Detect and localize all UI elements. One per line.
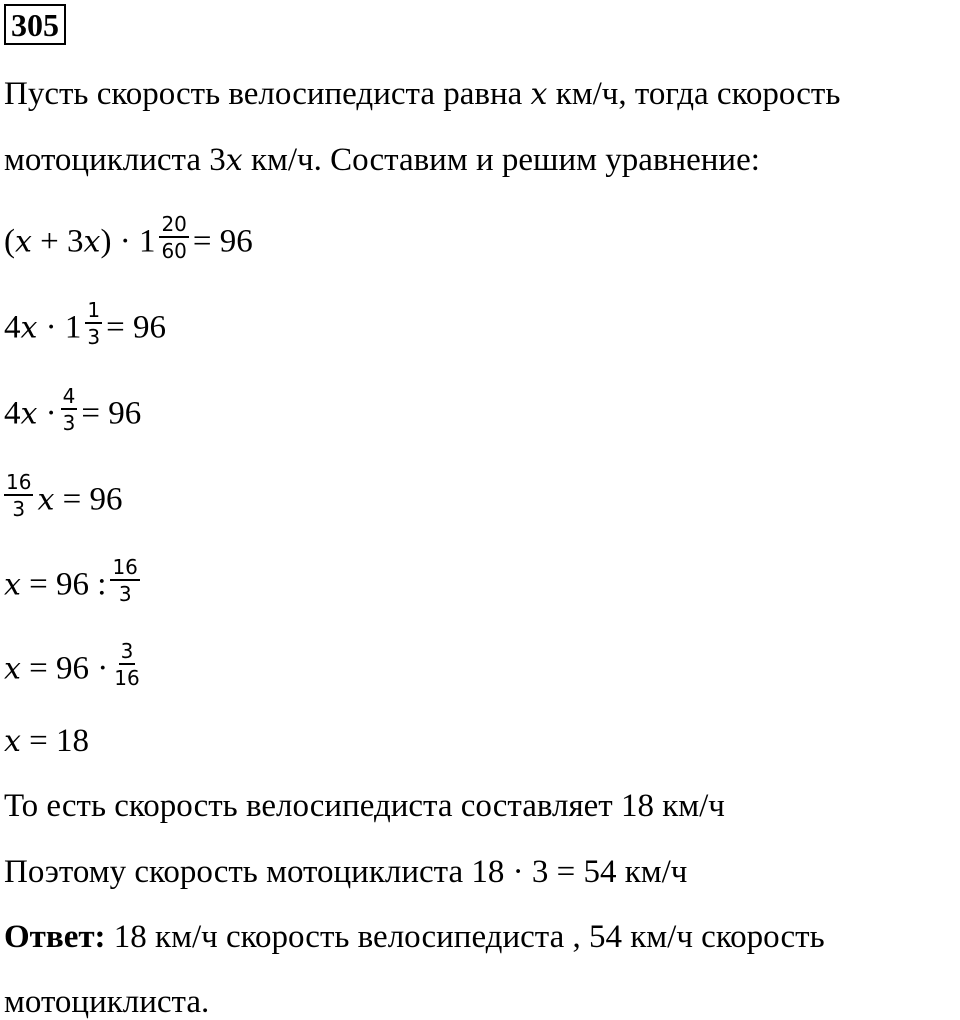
variable-x: x bbox=[20, 310, 38, 346]
right-hand-side: = 96 bbox=[54, 481, 123, 518]
fraction-numerator: 4 bbox=[62, 384, 76, 408]
answer-line-1 bbox=[4, 921, 825, 954]
fraction-denominator: 3 bbox=[87, 325, 101, 349]
equation-step-2 bbox=[4, 298, 167, 356]
answer-line-2: мотоциклиста. bbox=[4, 984, 210, 1020]
variable-x: x bbox=[225, 143, 243, 178]
equation-step-5 bbox=[4, 555, 144, 613]
variable-x: x bbox=[530, 77, 548, 112]
equation-step-7 bbox=[4, 725, 89, 758]
right-hand-side: = 96 bbox=[192, 223, 253, 260]
fraction bbox=[159, 212, 188, 264]
answer-label: Ответ: bbox=[4, 919, 106, 955]
equation-result: = 18 bbox=[20, 723, 90, 759]
variable-x: x bbox=[20, 396, 38, 432]
mult-term: · 1 bbox=[37, 309, 82, 346]
variable-x: x bbox=[4, 724, 21, 759]
fraction-denominator: 3 bbox=[118, 582, 132, 606]
fraction-numerator: 16 bbox=[6, 470, 32, 494]
equation-step-3 bbox=[4, 384, 142, 442]
right-hand-side: = 96 bbox=[81, 395, 142, 432]
equation-rhs: = 96 · bbox=[20, 650, 109, 687]
paren-close-mult: ) · 1 bbox=[100, 223, 156, 260]
equation-step-1 bbox=[4, 212, 253, 270]
fraction bbox=[112, 639, 141, 691]
fraction bbox=[4, 470, 33, 522]
intro-text-2b: км/ч. Составим и решим уравнение: bbox=[242, 142, 760, 178]
paren-open: ( bbox=[4, 223, 15, 260]
variable-x: x bbox=[4, 651, 21, 687]
fraction bbox=[61, 384, 78, 436]
problem-number: 305 bbox=[4, 4, 66, 45]
fraction-numerator: 16 bbox=[112, 555, 138, 579]
conclusion-line-1: То есть скорость велосипедиста составляет 18 км/ч bbox=[4, 788, 725, 824]
equation-rhs: = 96 : bbox=[20, 566, 107, 603]
equation-step-6 bbox=[4, 639, 146, 697]
right-hand-side: = 96 bbox=[106, 309, 167, 346]
intro-line-1 bbox=[4, 78, 840, 111]
equation-step-4 bbox=[4, 470, 123, 528]
answer-text-1: 18 км/ч скорость велосипедиста , 54 км/ч скорость bbox=[105, 919, 825, 955]
intro-text-1a: Пусть скорость велосипедиста равна bbox=[4, 76, 531, 112]
intro-text-1b: км/ч, тогда скорость bbox=[547, 76, 841, 112]
fraction-denominator: 60 bbox=[161, 239, 187, 263]
plus-term: + 3 bbox=[31, 223, 84, 260]
coefficient: 4 bbox=[4, 309, 21, 346]
variable-x: x bbox=[15, 224, 32, 260]
coefficient: 4 bbox=[4, 395, 21, 432]
variable-x: x bbox=[37, 482, 55, 518]
fraction-numerator: 1 bbox=[87, 298, 101, 322]
fraction bbox=[110, 555, 139, 607]
intro-text-2a: мотоциклиста 3 bbox=[4, 142, 226, 178]
fraction-numerator: 3 bbox=[120, 639, 134, 663]
fraction-denominator: 3 bbox=[62, 411, 76, 435]
variable-x: x bbox=[83, 224, 101, 260]
fraction-numerator: 20 bbox=[161, 212, 187, 236]
fraction bbox=[85, 298, 102, 350]
fraction-denominator: 3 bbox=[12, 497, 26, 521]
mult-sign: · bbox=[37, 395, 57, 432]
conclusion-line-2: Поэтому скорость мотоциклиста 18 · 3 = 54 км/ч bbox=[4, 854, 688, 890]
variable-x: x bbox=[4, 567, 21, 603]
fraction-denominator: 16 bbox=[114, 666, 140, 690]
intro-line-2 bbox=[4, 144, 760, 177]
